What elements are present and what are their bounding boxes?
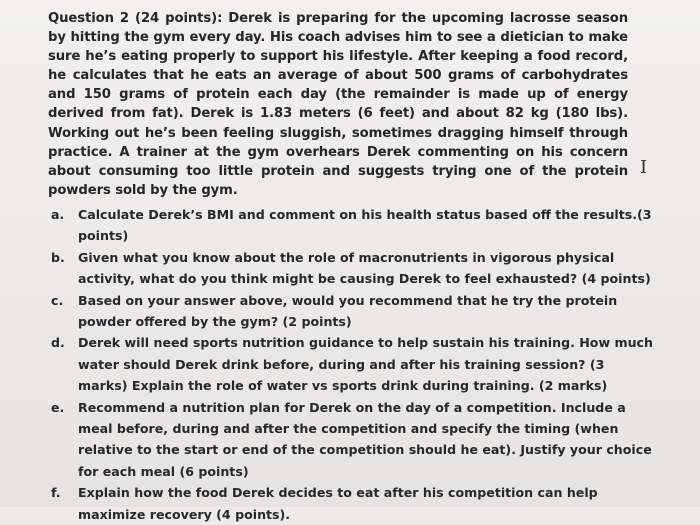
subquestion-letter: d. — [51, 335, 65, 351]
subquestion-d — [46, 332, 656, 396]
subquestion-letter: e. — [51, 399, 65, 415]
subquestion-f — [46, 482, 656, 525]
subquestion-text: Based on your answer above, would you recommend that he try the protein powder offered by the gym? (2 points) — [78, 292, 618, 330]
subquestion-text: Derek will need sports nutrition guidance to help sustain his training. How much water should Derek drink before, during and after his training session? (3 marks) Explain the role of water vs sports drink during training. (2 marks) — [78, 335, 653, 394]
subquestion-letter: f. — [51, 485, 61, 501]
subquestion-text: Calculate Derek’s BMI and comment on his health status based off the results.(3 points) — [78, 207, 652, 244]
subquestion-letter: a. — [51, 207, 65, 222]
subquestion-text: Explain how the food Derek decides to eat after his competition can help maximize recovery (4 points). — [78, 485, 598, 522]
question-heading: Question 2 (24 points): — [48, 11, 223, 26]
question-intro — [48, 9, 628, 200]
subquestion-b — [46, 247, 656, 290]
text-cursor-icon: I — [640, 157, 648, 178]
subquestion-letter: b. — [51, 249, 65, 265]
question-body: Derek is preparing for the upcoming lacrosse season by hitting the gym every day. His coach advises him to see a dietician to make sure he’s eating properly to support his lifestyle. After keeping a food record, he calculates that he eats an average of about 500 grams of carbohydrates and 150 grams of protein each day (the remainder is made up of energy derived from fat). Derek is 1.83 meters (6 feet) and about 82 kg (180 lbs). Working out he’s been feeling sluggish, sometimes dragging himself through practice. A trainer at the gym overhears Derek commenting on his concern about consuming too little protein and suggests trying one of the protein powders sold by the gym. — [48, 11, 628, 198]
subquestion-list — [46, 204, 656, 525]
subquestion-a — [46, 204, 656, 247]
subquestion-text: Given what you know about the role of macronutrients in vigorous physical activity, what do you think might be causing Derek to feel exhausted? (4 points) — [78, 249, 651, 287]
subquestion-text: Recommend a nutrition plan for Derek on the day of a competition. Include a meal before, during and after the competition and specify the timing (when relative to the start or end of the competition should he eat). Justify your choice for each meal (6 points) — [78, 399, 652, 479]
subquestion-e — [46, 397, 656, 483]
subquestion-c — [46, 290, 656, 333]
subquestion-letter: c. — [51, 292, 64, 308]
